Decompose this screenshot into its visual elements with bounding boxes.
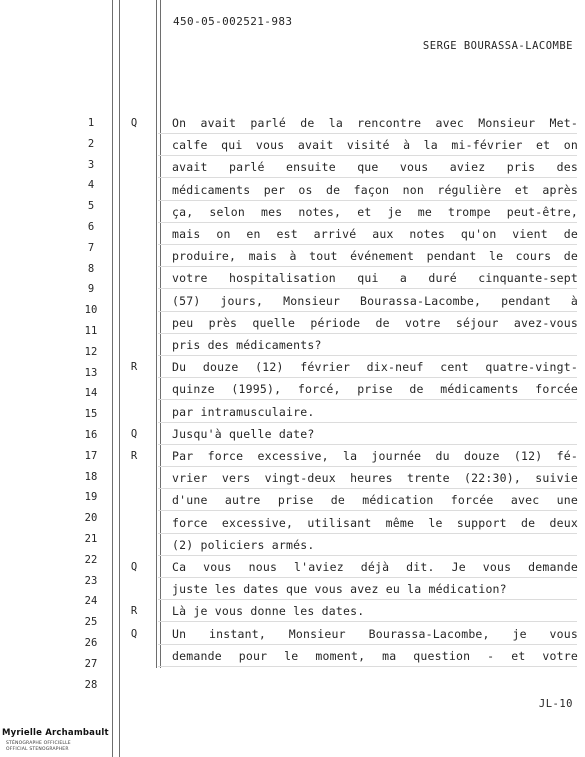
line-number: 2 — [87, 137, 95, 150]
line-number: 10 — [84, 304, 98, 317]
line-number: 3 — [87, 158, 95, 171]
line-number: 4 — [87, 179, 95, 192]
line-separator — [158, 444, 577, 445]
speaker-marker: R — [130, 450, 138, 462]
transcript-line: quinze (1995), forcé, prise de médicaments forcée — [172, 382, 578, 397]
margin-rule-1 — [112, 0, 113, 757]
line-separator — [158, 311, 577, 312]
transcript-line: On avait parlé de la rencontre avec Monsieur Met- — [172, 116, 578, 130]
line-number: 26 — [84, 637, 98, 649]
speaker-marker: Q — [130, 427, 138, 440]
transcript-line: Un instant, Monsieur Bourassa-Lacombe, je vous — [172, 626, 578, 641]
transcript-line: Du douze (12) février dix-neuf cent quatre-vingt- — [172, 360, 578, 375]
line-number: 7 — [87, 241, 95, 254]
line-separator — [158, 333, 577, 334]
line-separator — [158, 466, 577, 467]
line-separator — [158, 555, 577, 556]
line-number: 16 — [84, 429, 98, 441]
transcript-line: force excessive, utilisant même le support de deux — [172, 515, 578, 530]
document-number: 450-05-002521-983 — [173, 15, 293, 28]
margin-rule-2 — [119, 0, 120, 757]
transcript-line: demande pour le moment, ma question - et votre — [172, 648, 578, 663]
page-code: JL-10 — [538, 698, 573, 710]
line-number: 28 — [84, 678, 98, 691]
line-separator — [158, 599, 577, 600]
transcript-line: produire, mais à tout événement pendant le cours de — [172, 249, 578, 264]
speaker-marker: R — [130, 361, 138, 374]
stenographer-title-fr: STÉNOGRAPHE OFFICIELLE — [6, 741, 71, 746]
transcript-line: avait parlé ensuite que vous aviez pris des — [172, 160, 578, 175]
line-separator — [158, 155, 577, 156]
line-separator — [158, 621, 577, 622]
stenographer-title-en: OFFICIAL STENOGRAPHER — [6, 747, 69, 752]
line-number: 22 — [84, 553, 98, 566]
line-separator — [158, 222, 577, 223]
line-separator — [158, 666, 577, 667]
speaker-marker: Q — [130, 627, 138, 640]
transcript-line: par intramusculaire. — [172, 404, 315, 419]
line-separator — [158, 288, 577, 289]
speaker-marker: Q — [130, 117, 138, 129]
line-number: 18 — [84, 470, 98, 483]
line-separator — [158, 377, 577, 378]
line-number: 24 — [84, 595, 98, 608]
line-separator — [158, 177, 577, 178]
line-separator — [158, 355, 577, 356]
line-separator — [158, 266, 577, 267]
transcript-line: mais on en est arrivé aux notes qu'on vient de — [172, 227, 578, 241]
line-separator — [158, 533, 577, 534]
line-separator — [158, 510, 577, 511]
line-number: 6 — [87, 221, 95, 233]
line-separator — [158, 422, 577, 423]
line-separator — [158, 133, 577, 134]
margin-rule-4 — [160, 0, 161, 668]
line-number: 12 — [84, 345, 98, 358]
line-number: 17 — [84, 449, 98, 462]
line-number: 19 — [84, 491, 98, 504]
margin-rule-3 — [156, 0, 157, 668]
line-separator — [158, 488, 577, 489]
transcript-line: (2) policiers armés. — [172, 537, 315, 552]
transcript-line: juste les dates que vous avez eu la médication? — [172, 582, 507, 597]
line-separator — [158, 244, 577, 245]
stenographer-name: Myrielle Archambault — [2, 728, 109, 738]
transcript-line: médicaments per os de façon non régulière et après — [172, 182, 578, 197]
line-number: 15 — [84, 408, 98, 421]
transcript-line: peu près quelle période de votre séjour avez-vous — [172, 315, 578, 330]
transcript-line: (57) jours, Monsieur Bourassa-Lacombe, pendant à — [172, 293, 578, 308]
transcript-line: pris des médicaments? — [172, 338, 322, 352]
line-separator — [158, 399, 577, 400]
line-number: 5 — [87, 200, 95, 213]
speaker-marker: Q — [130, 561, 138, 573]
line-separator — [158, 200, 577, 201]
line-separator — [158, 577, 577, 578]
line-number: 9 — [87, 283, 95, 296]
transcript-line: d'une autre prise de médication forcée avec une — [172, 493, 578, 508]
line-number: 11 — [84, 325, 98, 337]
line-number: 21 — [84, 533, 98, 545]
transcript-line: ça, selon mes notes, et je me trompe peut-être, — [172, 204, 578, 219]
line-separator — [158, 644, 577, 645]
witness-name: SERGE BOURASSA-LACOMBE — [422, 40, 573, 52]
speaker-marker: R — [130, 605, 138, 618]
line-number: 8 — [87, 262, 95, 275]
transcript-line: vrier vers vingt-deux heures trente (22:30), suivie — [172, 471, 578, 486]
line-number: 1 — [87, 117, 95, 129]
line-number: 27 — [84, 657, 98, 670]
transcript-line: votre hospitalisation qui a duré cinquante-sept — [172, 271, 578, 286]
line-number: 23 — [84, 574, 98, 587]
line-number: 13 — [84, 366, 98, 379]
transcript-line: Là je vous donne les dates. — [172, 604, 365, 619]
transcript-line: calfe qui vous avait visité à la mi-février et on — [172, 138, 578, 153]
transcript-line: Jusqu'à quelle date? — [172, 426, 315, 441]
line-number: 25 — [84, 616, 98, 629]
line-number: 14 — [84, 387, 98, 400]
transcript-line: Par force excessive, la journée du douze (12) fé- — [172, 449, 578, 463]
transcript-line: Ca vous nous l'aviez déjà dit. Je vous demande — [172, 560, 578, 574]
line-number: 20 — [84, 512, 98, 525]
